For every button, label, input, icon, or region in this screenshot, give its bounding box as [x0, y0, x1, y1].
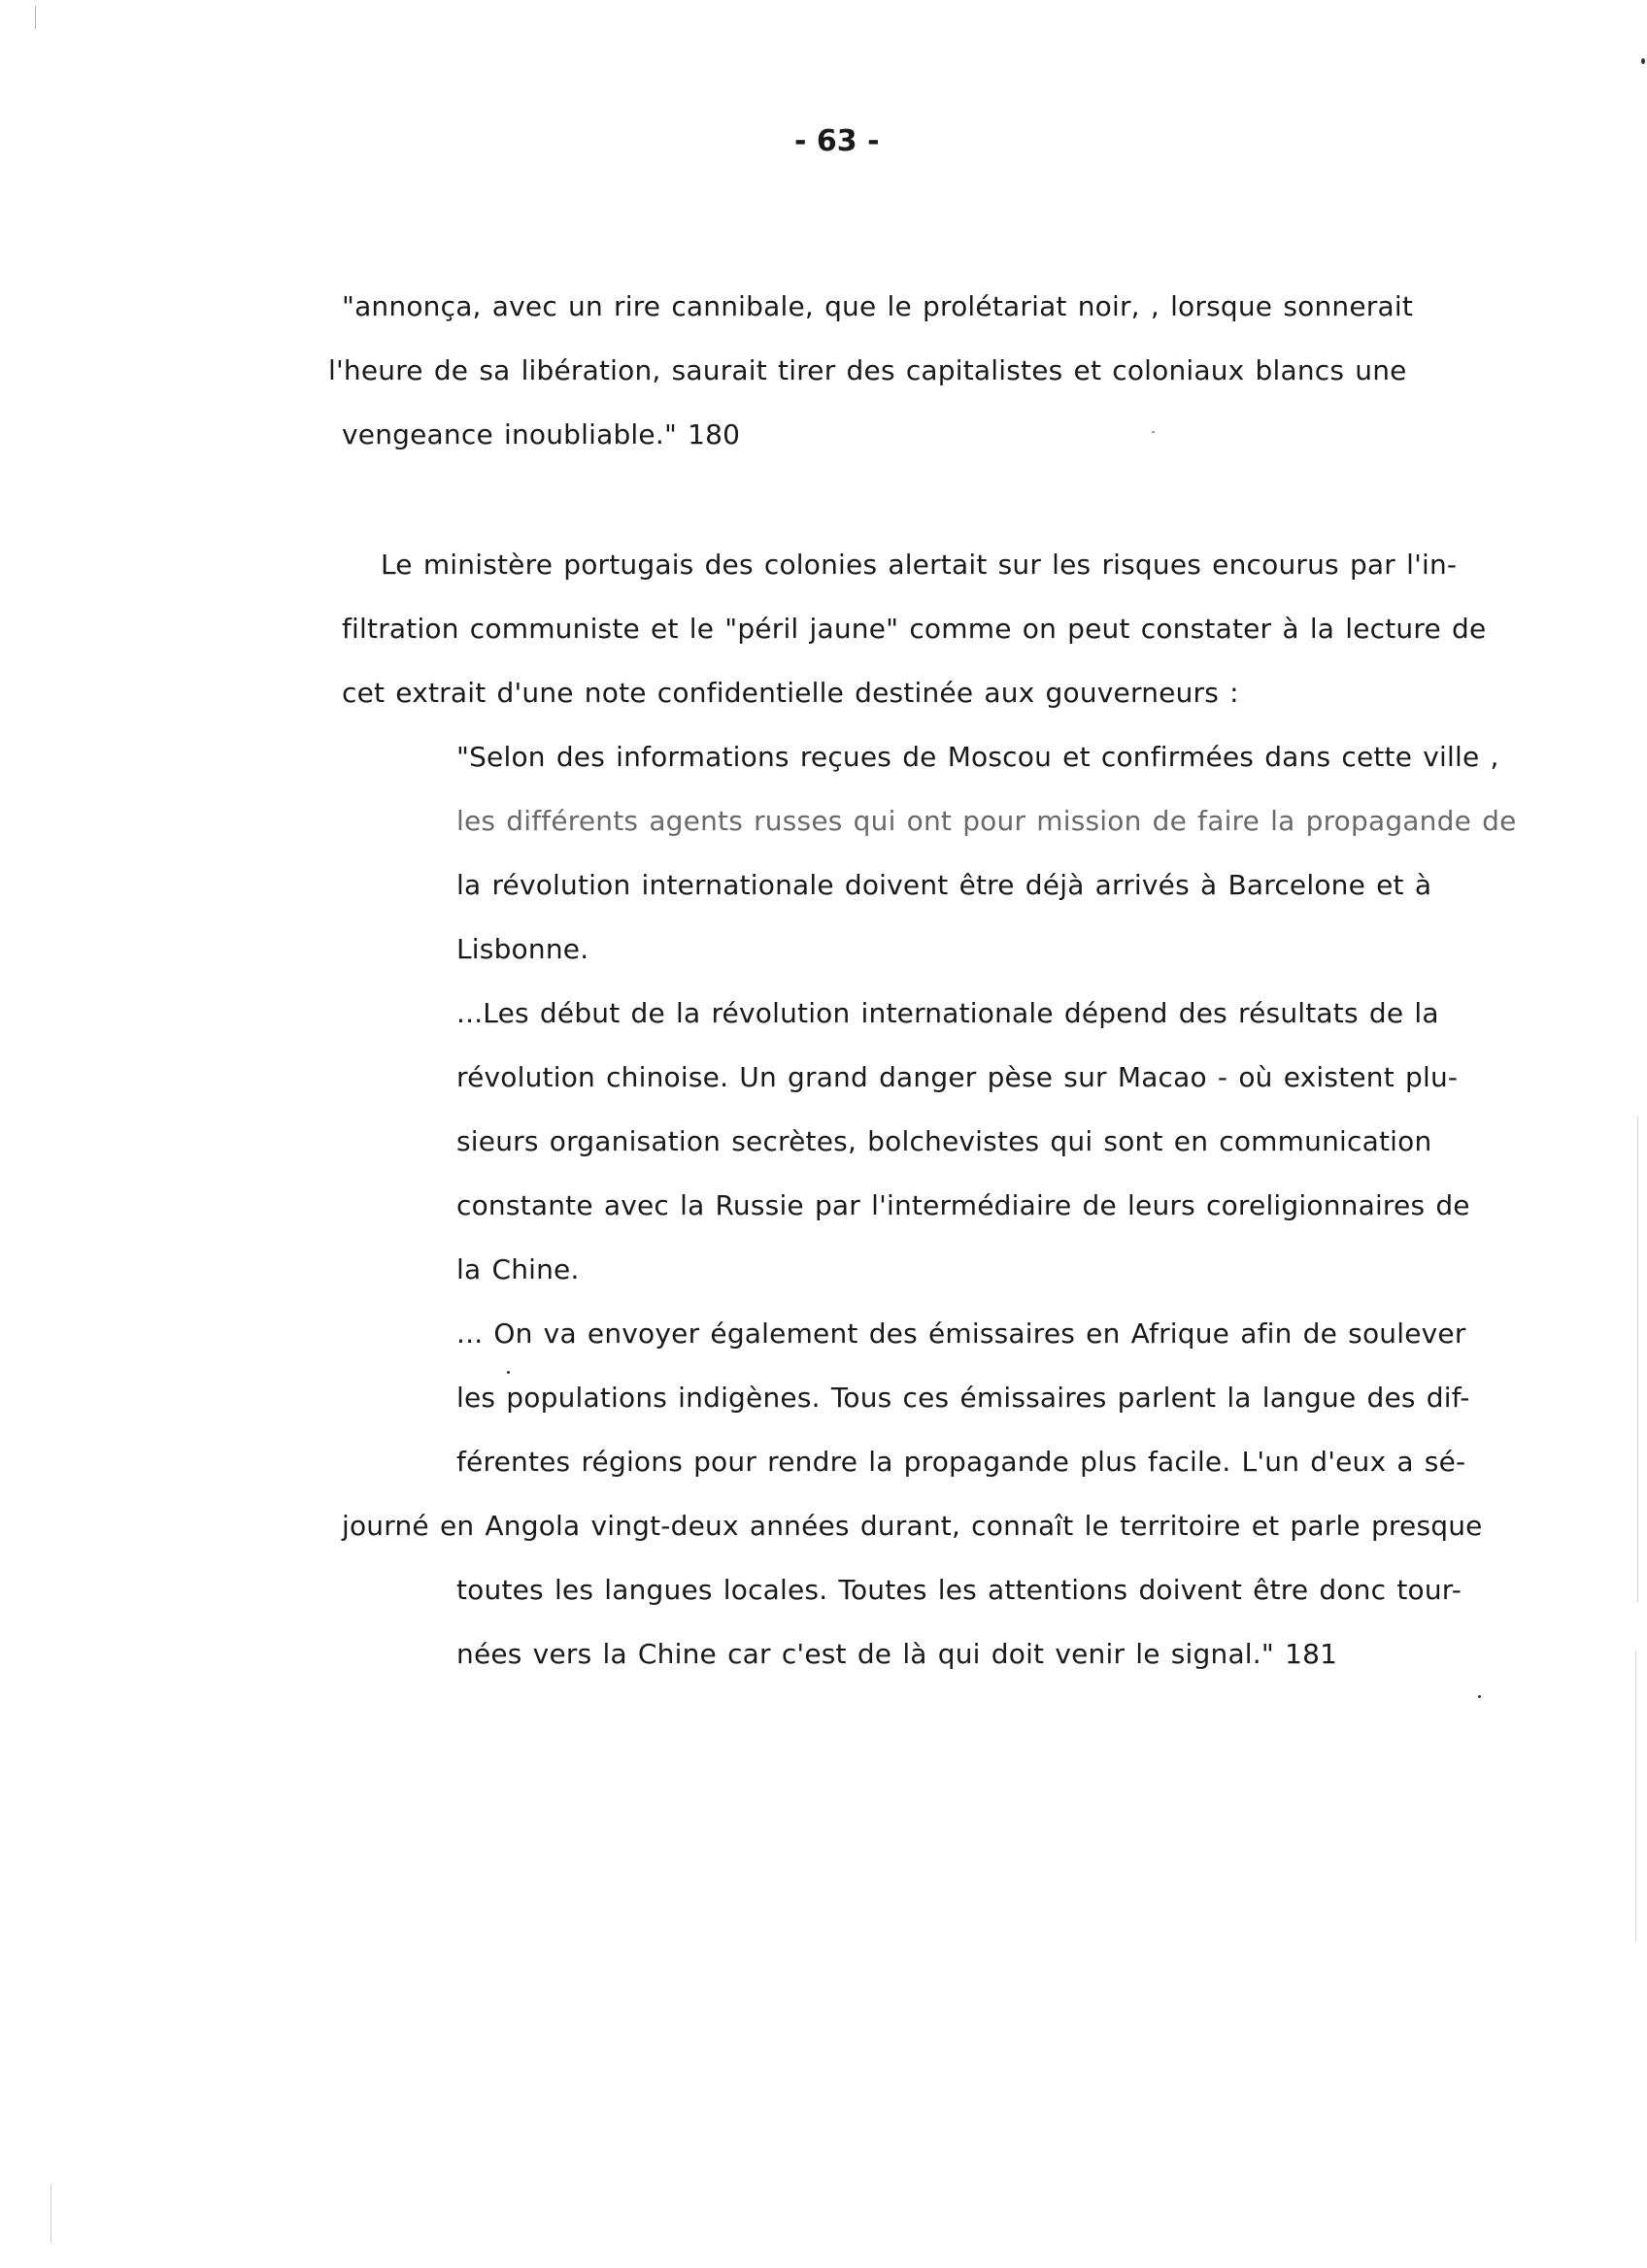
scan-edge-mark: [35, 6, 36, 29]
paragraph-line-3: cet extrait d'une note confidentielle destinée aux gouverneurs :: [342, 677, 1239, 709]
block-quote-line-9: la Chine.: [456, 1253, 580, 1285]
block-quote-line-4: Lisbonne.: [456, 933, 589, 965]
block-quote-line-12: férentes régions pour rendre la propagande plus facile. L'un d'eux a sé-: [456, 1446, 1466, 1478]
block-quote-line-14: toutes les langues locales. Toutes les attentions doivent être donc tour-: [456, 1574, 1462, 1606]
scan-speck: [1152, 431, 1155, 433]
page-number: - 63 -: [794, 124, 880, 158]
block-quote-line-3: la révolution internationale doivent être déjà arrivés à Barcelone et à: [456, 869, 1432, 901]
block-quote-line-2: les différents agents russes qui ont pour mission de faire la propagande de: [456, 805, 1517, 837]
scan-edge-mark: [50, 2185, 51, 2243]
block-quote-line-13: journé en Angola vingt-deux années durant, connaît le territoire et parle presque: [342, 1510, 1483, 1542]
scan-speck: [507, 1371, 510, 1374]
block-quote-line-15: nées vers la Chine car c'est de là qui doit venir le signal." 181: [456, 1638, 1338, 1670]
scan-speck: [1641, 58, 1645, 64]
scan-speck: [1478, 1695, 1481, 1698]
quote-intro-line-1: "annonça, avec un rire cannibale, que le prolétariat noir, , lorsque sonnerait: [342, 290, 1413, 322]
scan-edge-mark: [1635, 1651, 1636, 1942]
block-quote-line-5: ...Les début de la révolution internationale dépend des résultats de la: [456, 997, 1439, 1029]
block-quote-line-8: constante avec la Russie par l'intermédiaire de leurs coreligionnaires de: [456, 1189, 1470, 1221]
block-quote-line-10: ... On va envoyer également des émissaires en Afrique afin de soulever: [456, 1317, 1466, 1350]
block-quote-line-1: "Selon des informations reçues de Moscou et confirmées dans cette ville ,: [456, 741, 1499, 773]
block-quote-line-7: sieurs organisation secrètes, bolchevistes qui sont en communication: [456, 1125, 1432, 1157]
quote-intro-line-2: l'heure de sa libération, saurait tirer des capitalistes et coloniaux blancs une: [328, 354, 1407, 386]
paragraph-line-2: filtration communiste et le "péril jaune" comme on peut constater à la lecture de: [342, 613, 1487, 645]
block-quote-line-11: les populations indigènes. Tous ces émissaires parlent la langue des dif-: [456, 1382, 1470, 1414]
paragraph-line-1: Le ministère portugais des colonies alertait sur les risques encourus par l'in-: [381, 549, 1458, 581]
quote-intro-line-3: vengeance inoubliable." 180: [342, 418, 741, 450]
scan-edge-mark: [1637, 1117, 1638, 1602]
block-quote-line-6: révolution chinoise. Un grand danger pèse sur Macao - où existent plu-: [456, 1061, 1459, 1093]
